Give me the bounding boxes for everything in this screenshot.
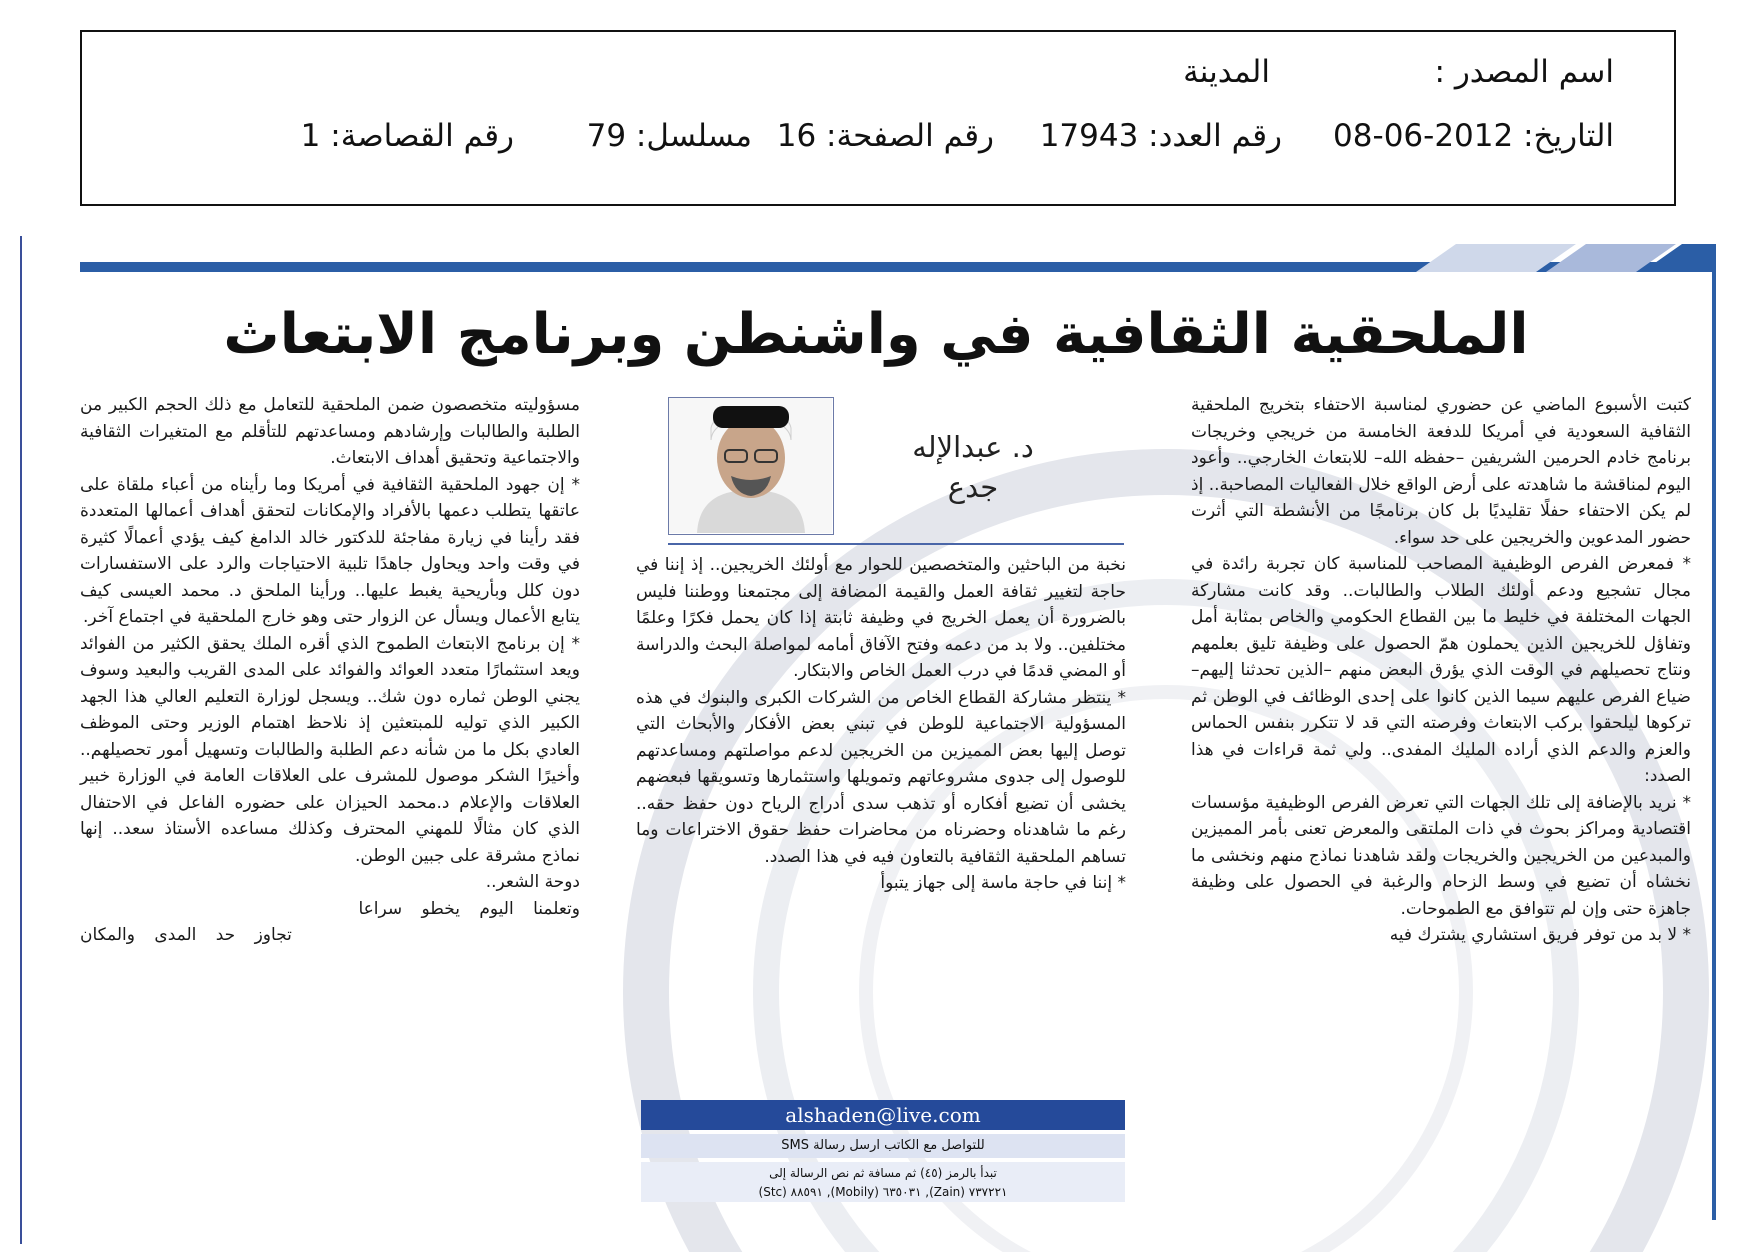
serial-field: مسلسل: 79 bbox=[586, 118, 752, 154]
page-margin-rule bbox=[20, 236, 22, 1244]
sms-code-line-1: تبدأ بالرمز (٤٥) ثم مسافة ثم نص الرسالة إلى bbox=[769, 1166, 997, 1180]
author-contact-box bbox=[641, 1100, 1125, 1206]
date-field: التاريخ: 2012-06-08 bbox=[1333, 118, 1614, 154]
issue-number-field: رقم العدد: 17943 bbox=[1039, 118, 1282, 154]
article-column-left bbox=[80, 392, 580, 949]
column-middle-text: نخبة من الباحثين والمتخصصين للحوار مع أولئك الخريجين.. إذ إننا في حاجة لتغيير ثقافة العمل والقيمة المضافة إلى مجتمعنا ووطننا فليس بالضرورة أن يعمل الخريج في وظيفة ثابتة إذا كان يحمل فكرًا وعلمًا مختلفين.. ولا بد من دعمه وفتح الآفاق أمامه لمواصلة البحث والدراسة أو المضي قدمًا في درب العمل الخاص والابتكار. * ينتظر مشاركة القطاع الخاص من الشركات الكبرى والبنوك في هذه المسؤولية الاجتماعية للوطن في تبني بعض الأفكار والأبحاث التي توصل إليها بعض المميزين من الخريجين لدعم مواصلتهم ومساعدتهم للوصول إلى جدوى مشروعاتهم وتمويلها واستثمارها وتسويقها فبعضهم يخشى أن تضيع أفكاره أو تذهب سدى أدراج الرياح دون حفظ حقه.. رغم ما شاهدناه وحضرناه من محاضرات حفظ حقوق الاختراعات وما تساهم الملحقية الثقافية بالتعاون فيه في هذا الصدد. * إننا في حاجة ماسة إلى جهاز يتبوأ bbox=[636, 555, 1126, 893]
sms-code-line-2: (Stc) ٨٨٥٩١ ,(Mobily) ٦٣٥٠٣١ ,(Zain) ٧٣٧٢٢١ bbox=[758, 1185, 1008, 1199]
column-right-text: كتبت الأسبوع الماضي عن حضوري لمناسبة الاحتفاء بتخريج الملحقية الثقافية السعودية في أمريكا للدفعة الخامسة من خريجي وخريجات برنامج خادم الحرمين الشريفين –حفظه الله– للابتعاث الخارجي.. وأعود اليوم لمناقشة ما شاهدته على أرض الواقع خلال الفعاليات المصاحبة.. إذ لم يكن الاحتفاء حفلًا تقليديًا بل كان برنامجًا من الأنشطة التي أثرت حضور المدعوين والخريجين على حد سواء. * فمعرض الفرص الوظيفية المصاحب للمناسبة كان تجربة رائدة في مجال تشجيع ودعم أولئك الطلاب والطالبات.. وقد كانت مشاركة الجهات المختلفة في خليط ما بين القطاع الحكومي والخاص بمثابة أمل وتفاؤل للخريجين الذين يحملون همّ الحصول على وظيفة تليق بعلمهم ونتاج تحصيلهم في الوقت الذي يؤرق البعض منهم –الذين تحدثنا إليهم– ضياع الفرص عليهم سيما الذين كانوا على إحدى الوظائف في الوطن ثم تركوها ليلحقوا بركب الابتعاث وفرصته التي قد لا تتكرر بنفس الحماس والعزم والدعم الذي أراده المليك المفدى.. ولي ثمة قراءات في هذا الصدد: * نريد بالإضافة إلى تلك الجهات التي تعرض الفرص الوظيفية مؤسسات اقتصادية ومراكز بحوث في ذات الملتقى والمعرض تعنى بأمر المميزين والمبدعين من الخريجين والخريجات ولقد شاهدنا نماذج منهم ونخشى ما نخشاه أن تضيع في وسط الزحام والرغبة في الحصول على وظيفة جاهزة حتى وإن لم تتوافق مع الطموحات. * لا بد من توفر فريق استشاري يشترك فيه bbox=[1191, 395, 1691, 945]
author-name-line-1: د. عبدالإله bbox=[912, 430, 1034, 464]
author-email[interactable]: alshaden@live.com bbox=[641, 1100, 1125, 1130]
author-portrait bbox=[668, 397, 834, 535]
author-box bbox=[668, 397, 1124, 547]
article-column-right bbox=[1191, 392, 1691, 949]
clip-number-field: رقم القصاصة: 1 bbox=[300, 118, 514, 154]
article-headline: الملحقية الثقافية في واشنطن وبرنامج الابتعاث bbox=[223, 302, 1529, 367]
author-portrait-icon bbox=[669, 398, 832, 533]
author-name-line-2: جدع bbox=[947, 470, 999, 504]
author-name bbox=[878, 427, 1068, 507]
source-metadata-box bbox=[80, 30, 1676, 206]
top-bar-decoration bbox=[1376, 242, 1716, 282]
source-value: المدينة bbox=[1183, 54, 1270, 90]
sms-code-note bbox=[641, 1162, 1125, 1202]
column-left-text: مسؤوليته متخصصون ضمن الملحقية للتعامل مع ذلك الحجم الكبير من الطلبة والطالبات وإرشادهم ومساعدتهم للتأقلم مع المتغيرات الثقافية والاجتماعية وتحقيق أهداف الابتعاث. * إن جهود الملحقية الثقافية في أمريكا وما رأيناه من أعباء ملقاة على عاتقها يتطلب دعمها بالأفراد والإمكانات لتحقق أهداف أعمالها المتعددة فقد رأينا في زيارة مفاجئة للدكتور خالد الدامغ كيف يؤدي أعمالًا كثيرة في وقت واحد ويحاول جاهدًا تلبية الاحتياجات والرد على الاستفسارات دون كلل وبأريحية يغبط عليها.. ورأينا الملحق د. محمد العيسى كيف يتابع الأعمال ويسأل عن الزوار حتى وهو خارج الملحقية في اجتماع آخر. * إن برنامج الابتعاث الطموح الذي أقره الملك يحقق الكثير من الفوائد ويعد استثمارًا متعدد العوائد والفوائد على المدى القريب والبعيد وسوف يجني الوطن ثماره دون شك.. ويسجل لوزارة التعليم العالي هذا الجهد الكبير الذي توليه للمبتعثين إذ نلاحظ اهتمام الوزير وحتى الموظف العادي بكل ما من شأنه دعم الطلبة والطالبات وتسهيل أمور تحصيلهم.. وأخيرًا الشكر موصول للمشرف على العلاقات العامة في الوزارة خبير العلاقات والإعلام د.محمد الحيزان على حضوره الفاعل في الاحتفال الذي كان مثالًا للمهني المحترف وكذلك مساعده الأستاذ سعد.. إنها نماذج مشرقة على جبين الوطن. دوحة الشعر.. bbox=[80, 395, 580, 892]
author-divider bbox=[668, 543, 1124, 545]
poem-line-2: تجاوز حد المدى والمكان bbox=[80, 925, 292, 945]
right-column-rule bbox=[1712, 262, 1716, 1220]
article-column-middle bbox=[636, 552, 1126, 897]
sms-instruction: للتواصل مع الكاتب ارسل رسالة SMS bbox=[641, 1134, 1125, 1158]
source-label: اسم المصدر : bbox=[1434, 54, 1614, 90]
page-number-field: رقم الصفحة: 16 bbox=[776, 118, 994, 154]
poem-line-1: وتعلمنا اليوم يخطو سراعا bbox=[358, 898, 580, 919]
newspaper-clipping bbox=[76, 242, 1716, 1252]
